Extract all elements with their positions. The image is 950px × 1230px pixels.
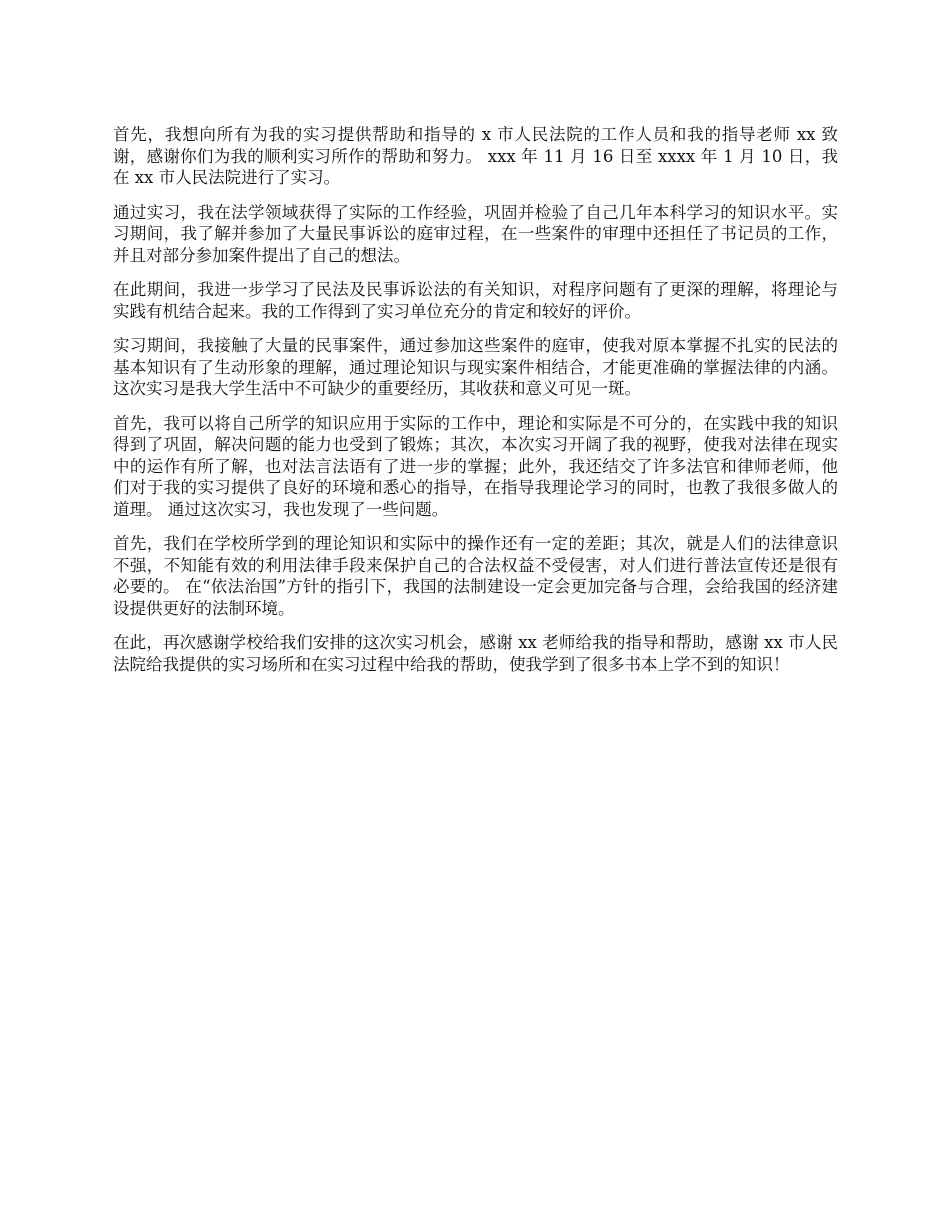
paragraph-4: 实习期间，我接触了大量的民事案件，通过参加这些案件的庭审，使我对原本掌握不扎实的民法的基本知识有了生动形象的理解，通过理论知识与现实案件相结合，才能更准确的掌握法律的内涵。 这次实习是我大学生活中不可缺少的重要经历，其收获和意义可见一斑。 <box>113 336 838 398</box>
paragraph-3: 在此期间，我进一步学习了民法及民事诉讼法的有关知识，对程序问题有了更深的理解，将理论与实践有机结合起来。我的工作得到了实习单位充分的肯定和较好的评价。 <box>113 280 838 321</box>
paragraph-5: 首先，我可以将自己所学的知识应用于实际的工作中，理论和实际是不可分的，在实践中我的知识得到了巩固，解决问题的能力也受到了锻炼；其次，本次实习开阔了我的视野，使我对法律在现实中的运作有所了解，也对法言法语有了进一步的掌握；此外，我还结交了许多法官和律师老师，他们对于我的实习提供了良好的环境和悉心的指导，在指导我理论学习的同时，也教了我很多做人的道理。 通过这次实习，我也发现了一些问题。 <box>113 413 838 519</box>
paragraph-1: 首先，我想向所有为我的实习提供帮助和指导的 x 市人民法院的工作人员和我的指导老师 xx 致谢，感谢你们为我的顺利实习所作的帮助和努力。 xxx 年 11 月 16 日至 xxxx 年 1 月 10 日，我在 xx 市人民法院进行了实习。 <box>113 125 838 187</box>
paragraph-7: 在此，再次感谢学校给我们安排的这次实习机会，感谢 xx 老师给我的指导和帮助，感谢 xx 市人民法院给我提供的实习场所和在实习过程中给我的帮助，使我学到了很多书本上学不到的知识！ <box>113 633 838 674</box>
paragraph-2: 通过实习，我在法学领域获得了实际的工作经验，巩固并检验了自己几年本科学习的知识水平。实习期间，我了解并参加了大量民事诉讼的庭审过程，在一些案件的审理中还担任了书记员的工作，并且对部分参加案件提出了自己的想法。 <box>113 202 838 265</box>
document-page <box>113 124 838 688</box>
paragraph-6: 首先，我们在学校所学到的理论知识和实际中的操作还有一定的差距；其次，就是人们的法律意识不强，不知能有效的利用法律手段来保护自己的合法权益不受侵害，对人们进行普法宣传还是很有必要的。 在“依法治国”方针的指引下，我国的法制建设一定会更加完备与合理，会给我国的经济建设提供更好的法制环境。 <box>113 534 838 618</box>
